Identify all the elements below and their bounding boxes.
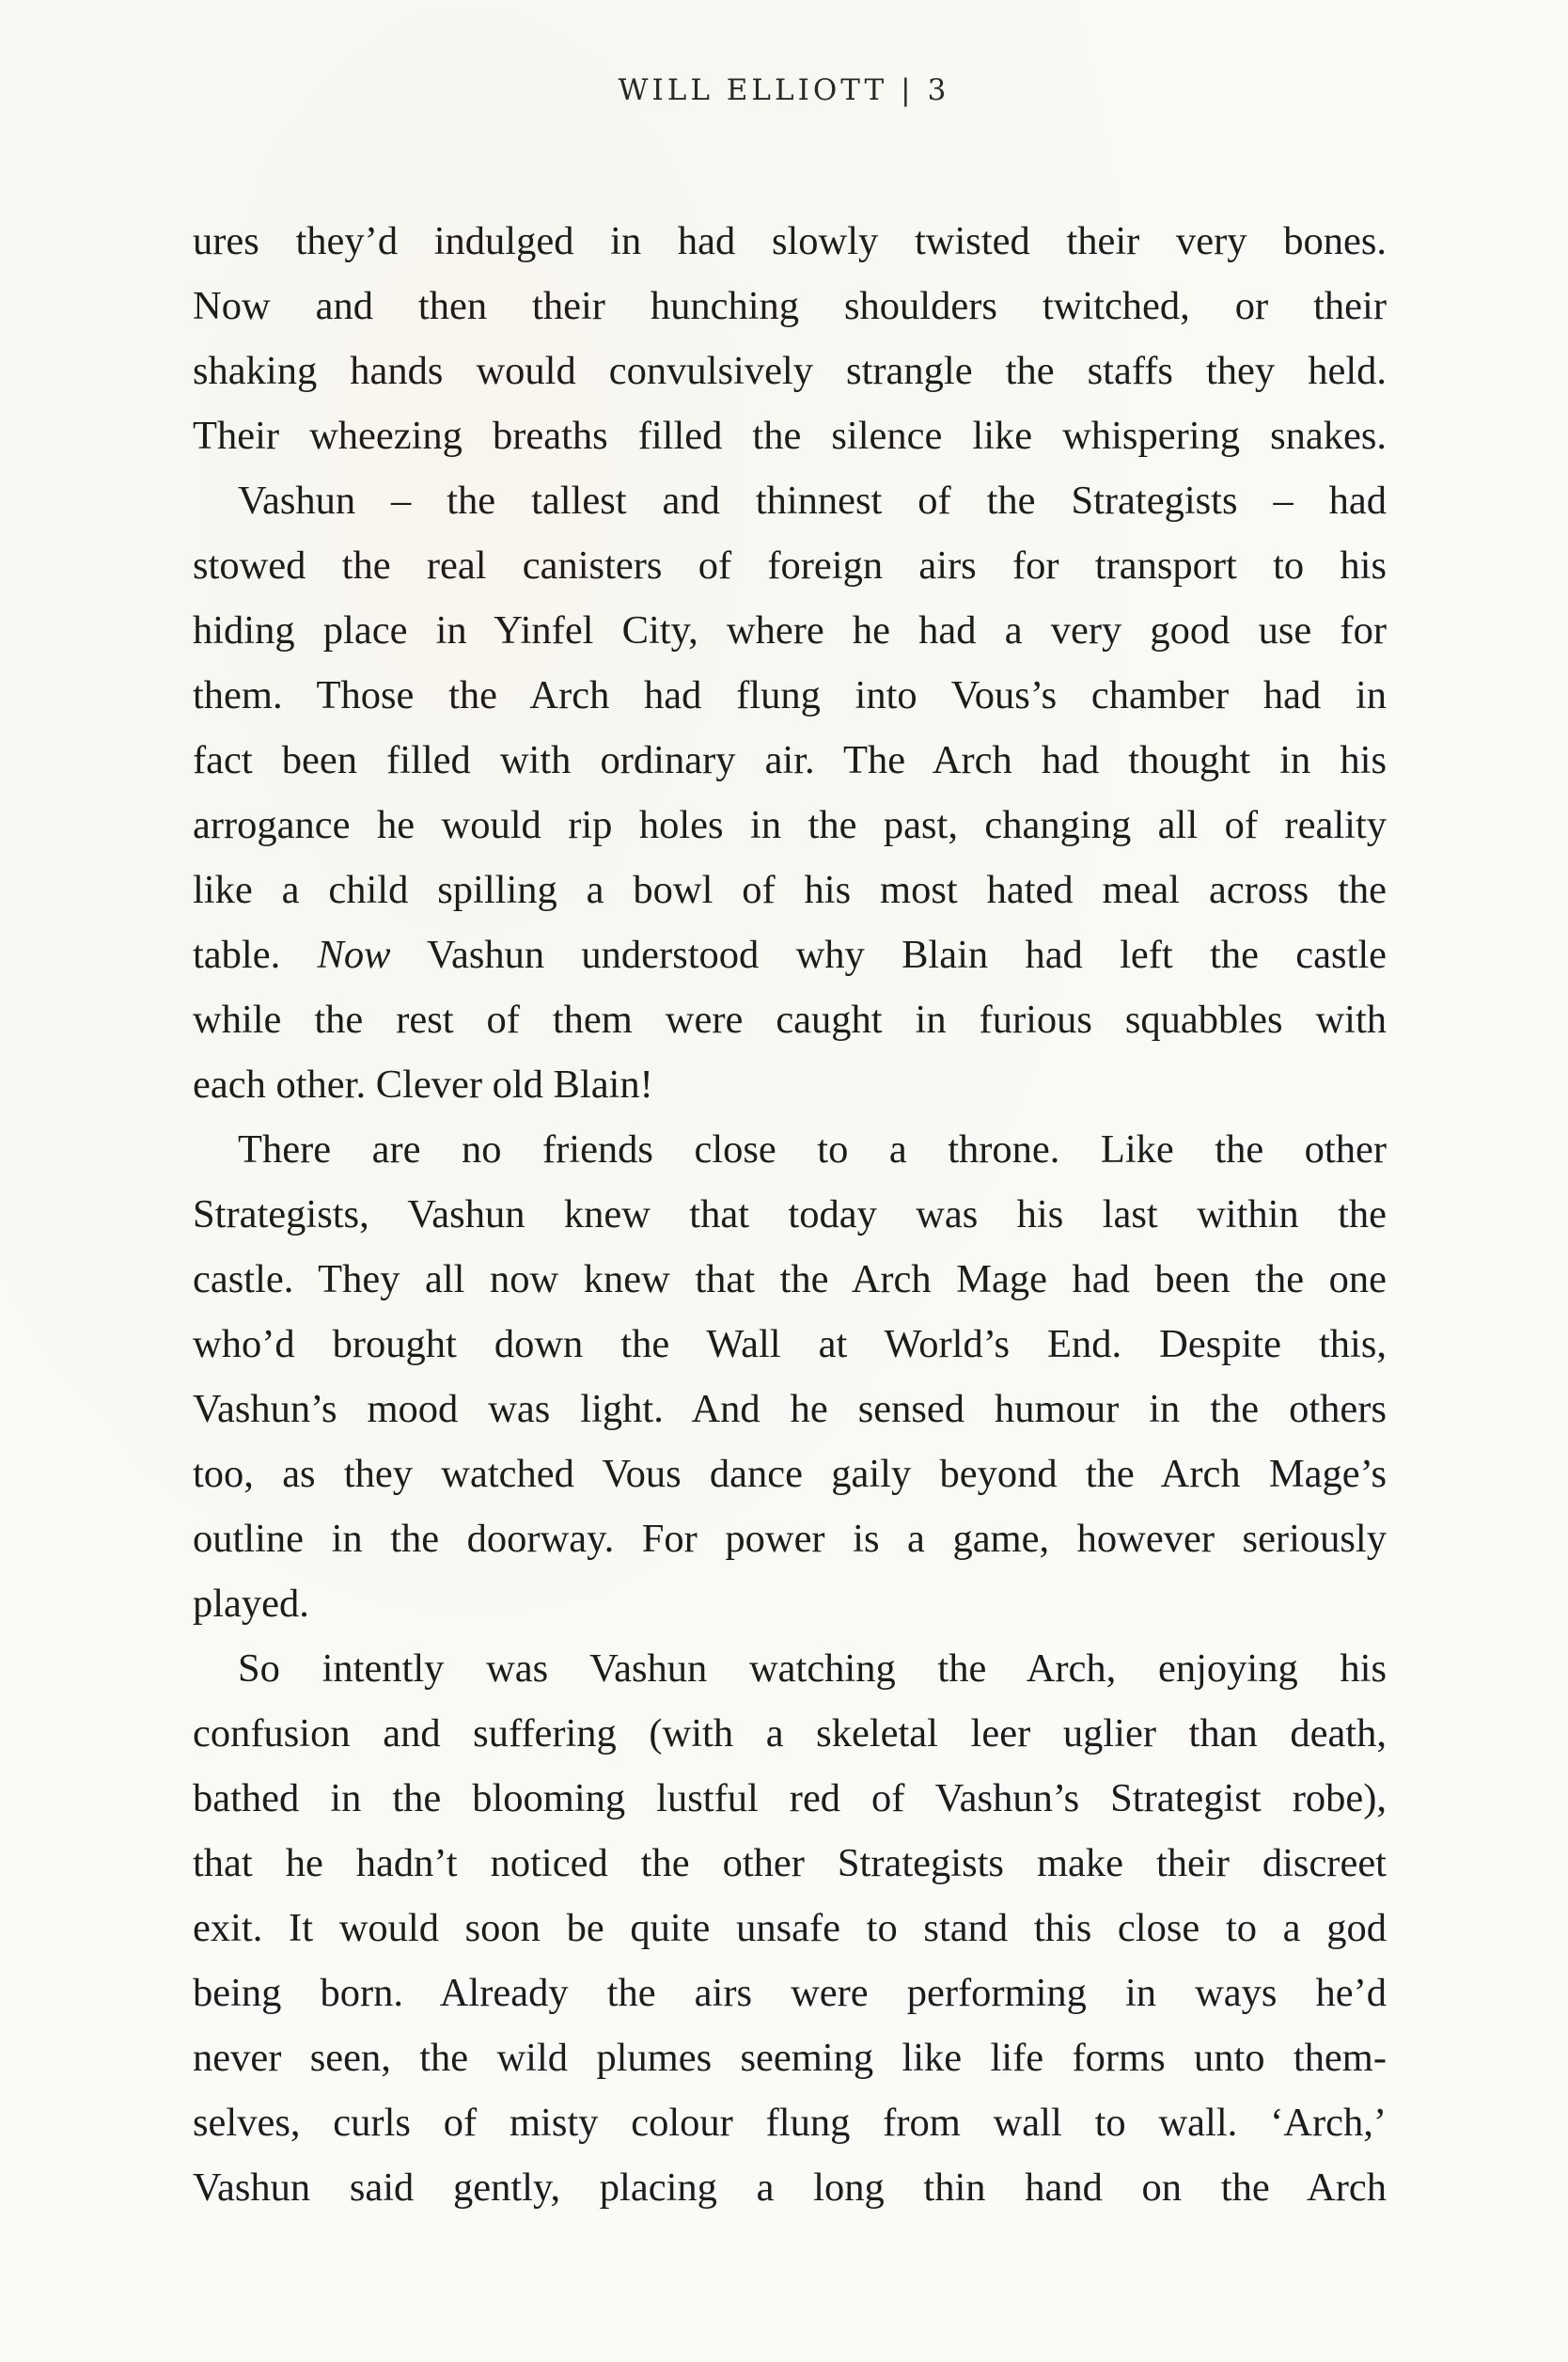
text-line: Vashun – the tallest and thinnest of the Strategists – had [238,479,1387,523]
running-header [0,73,1568,107]
page-number: 3 [927,73,950,107]
text-fragment: table. [193,933,281,977]
text-line: played. [193,1582,309,1626]
body-text [193,209,1387,2220]
author-name: WILL ELLIOTT [618,73,888,107]
italic-word: Now [317,933,391,977]
text-line: There are no friends close to a throne. Like the other [238,1127,1387,1172]
text-line: Their wheezing breaths filled the silence like whispering snakes. [193,414,1387,458]
text-line: Vashun said gently, placing a long thin hand on the Arch [193,2165,1387,2210]
text-line: each other. Clever old Blain! [193,1063,653,1107]
text-line: Vashun’s mood was light. And he sensed humour in the others [193,1387,1387,1431]
text-line: them. Those the Arch had flung into Vous’s chamber had in [193,673,1387,717]
text-line: who’d brought down the Wall at World’s End. Despite this, [193,1322,1387,1366]
text-line: castle. They all now knew that the Arch Mage had been the one [193,1257,1387,1301]
text-line: So intently was Vashun watching the Arch, enjoying his [238,1646,1387,1691]
header-separator: | [901,73,915,107]
text-line: fact been filled with ordinary air. The Arch had thought in his [193,738,1387,782]
text-line: being born. Already the airs were performing in ways he’d [193,1971,1387,2015]
text-line: selves, curls of misty colour flung from wall to wall. ‘Arch,’ [193,2101,1387,2145]
text-line: shaking hands would convulsively strangle the staffs they held. [193,349,1387,393]
text-line-mixed [193,922,1387,987]
text-line: arrogance he would rip holes in the past, changing all of reality [193,803,1387,847]
text-line: Strategists, Vashun knew that today was his last within the [193,1192,1387,1236]
text-line: never seen, the wild plumes seeming like life forms unto them- [193,2036,1387,2080]
text-line: outline in the doorway. For power is a game, however seriously [193,1517,1387,1561]
text-line: exit. It would soon be quite unsafe to stand this close to a god [193,1906,1387,1950]
text-line: confusion and suffering (with a skeletal leer uglier than death, [193,1711,1387,1756]
text-fragment: Vashun understood why Blain had left the castle [390,933,1387,977]
text-line: too, as they watched Vous dance gaily beyond the Arch Mage’s [193,1452,1387,1496]
text-line: while the rest of them were caught in furious squabbles with [193,998,1387,1042]
text-line: hiding place in Yinfel City, where he had a very good use for [193,608,1387,653]
text-line: that he hadn’t noticed the other Strategists make their discreet [193,1841,1387,1885]
text-line: like a child spilling a bowl of his most hated meal across the [193,868,1387,912]
text-line: bathed in the blooming lustful red of Vashun’s Strategist robe), [193,1776,1387,1820]
text-line: Now and then their hunching shoulders twitched, or their [193,284,1387,328]
text-line: stowed the real canisters of foreign airs for transport to his [193,543,1387,588]
text-line: ures they’d indulged in had slowly twisted their very bones. [193,219,1387,263]
